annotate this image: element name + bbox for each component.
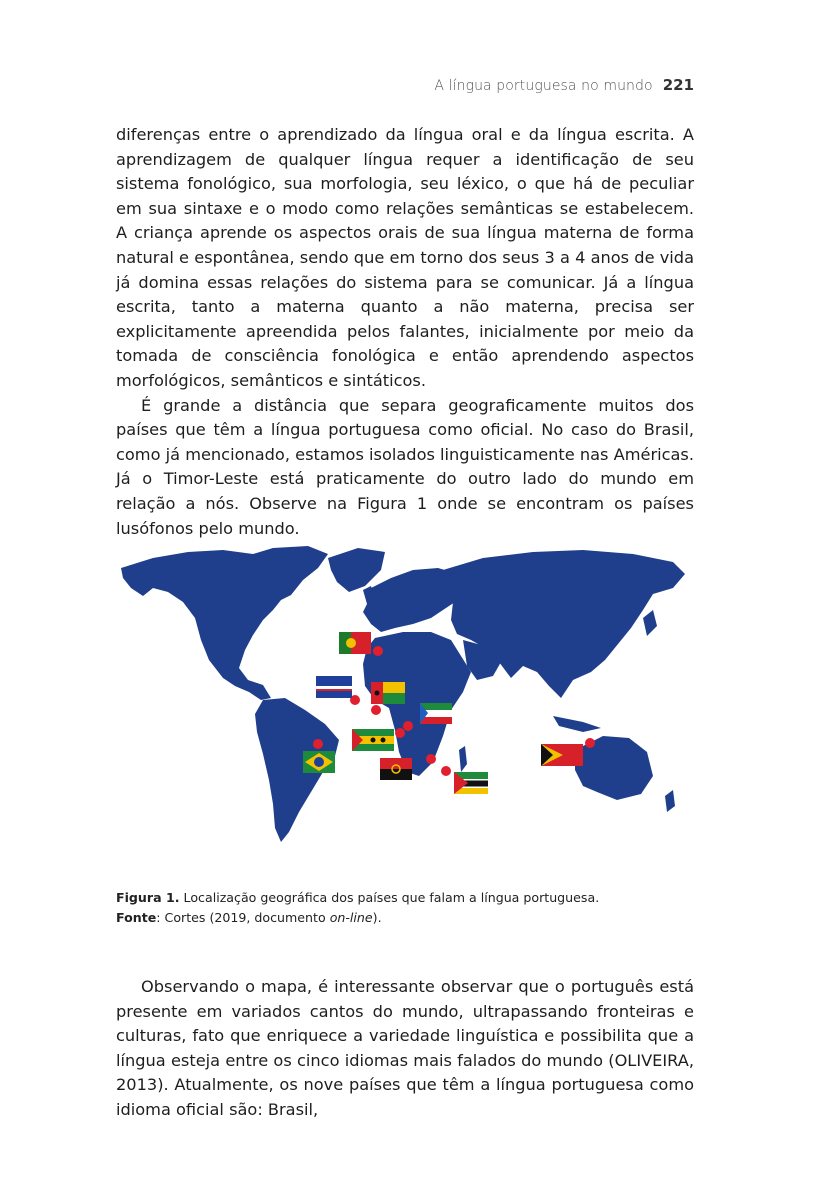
sao-tome-marker (395, 728, 405, 738)
source-label: Fonte (116, 910, 157, 925)
paragraph-1: diferenças entre o aprendizado da língua oral e da língua escrita. A aprendizagem de qualquer língua requer a identificação de seu sistema fonológico, sua morfologia, seu léxico, o que há de peculiar em sua sintaxe e o modo como relações semânticas se estabelecem. A criança aprende os aspectos orais de sua língua materna de forma natural e espontânea, sendo que em torno dos seus 3 a 4 anos de vida já domina essas relações do sistema para se comunicar. Já a língua escrita, tanto a materna quanto a não materna, precisa ser explicitamente apreendida pelos falantes, inicialmente por meio da tomada de consciência fonológica e então aprendendo aspectos morfológicos, semânticos e sintáticos. (116, 125, 694, 390)
caption-label: Figura 1. (116, 890, 180, 905)
cape-verde-flag (316, 676, 352, 698)
madagascar-landmass (459, 746, 467, 772)
text-block-top (116, 123, 694, 541)
text-block-bottom (116, 975, 694, 1123)
running-head (434, 76, 694, 94)
caption-line (116, 888, 599, 908)
timor-leste-flag (541, 744, 583, 766)
mozambique-marker (441, 766, 451, 776)
source-text: : Cortes (2019, documento (156, 910, 330, 925)
brazil-marker (313, 739, 323, 749)
source-end: ). (372, 910, 382, 925)
source-line (116, 908, 599, 928)
guinea-bissau-marker (371, 705, 381, 715)
caption-text: Localização geográfica dos países que falam a língua portuguesa. (179, 890, 600, 905)
portugal-flag (339, 632, 371, 654)
indonesia-landmass (553, 716, 601, 732)
timor-leste-marker (585, 738, 595, 748)
portugal-marker (373, 646, 383, 656)
figure-caption (116, 888, 599, 928)
japan-landmass (643, 610, 657, 636)
north-america-landmass (121, 546, 328, 700)
paragraph-2: É grande a distância que separa geograficamente muitos dos países que têm a língua portuguesa como oficial. No caso do Brasil, como já mencionado, estamos isolados linguisticamente nas Américas. Já o Timor-Leste está praticamente do outro lado do mundo em relação a nós. Observe na Figura 1 onde se encontram os países lusófonos pelo mundo. (116, 395, 694, 538)
angola-marker (426, 754, 436, 764)
equatorial-guinea-flag (420, 703, 452, 724)
brazil-flag (303, 751, 335, 773)
world-map-figure (113, 540, 689, 850)
page-number: 221 (662, 76, 694, 94)
new-zealand-landmass (665, 790, 675, 812)
sao-tome-flag (352, 729, 394, 751)
paragraph-3: Observando o mapa, é interessante observar que o português está presente em variados cantos do mundo, ultrapassando fronteiras e culturas, fato que enriquece a variedade linguística e possibilita que a língua esteja entre os cinco idiomas mais falados do mundo (OLIVEIRA, 2013). Atualmente, os nove países que têm a língua portuguesa como idioma oficial são: Brasil, (116, 977, 694, 1119)
chapter-title: A língua portuguesa no mundo (434, 78, 653, 94)
equatorial-guinea-marker (403, 721, 413, 731)
angola-flag (380, 758, 412, 780)
mozambique-flag (454, 772, 488, 794)
source-italic: on-line (329, 910, 373, 925)
guinea-bissau-flag (371, 682, 405, 704)
